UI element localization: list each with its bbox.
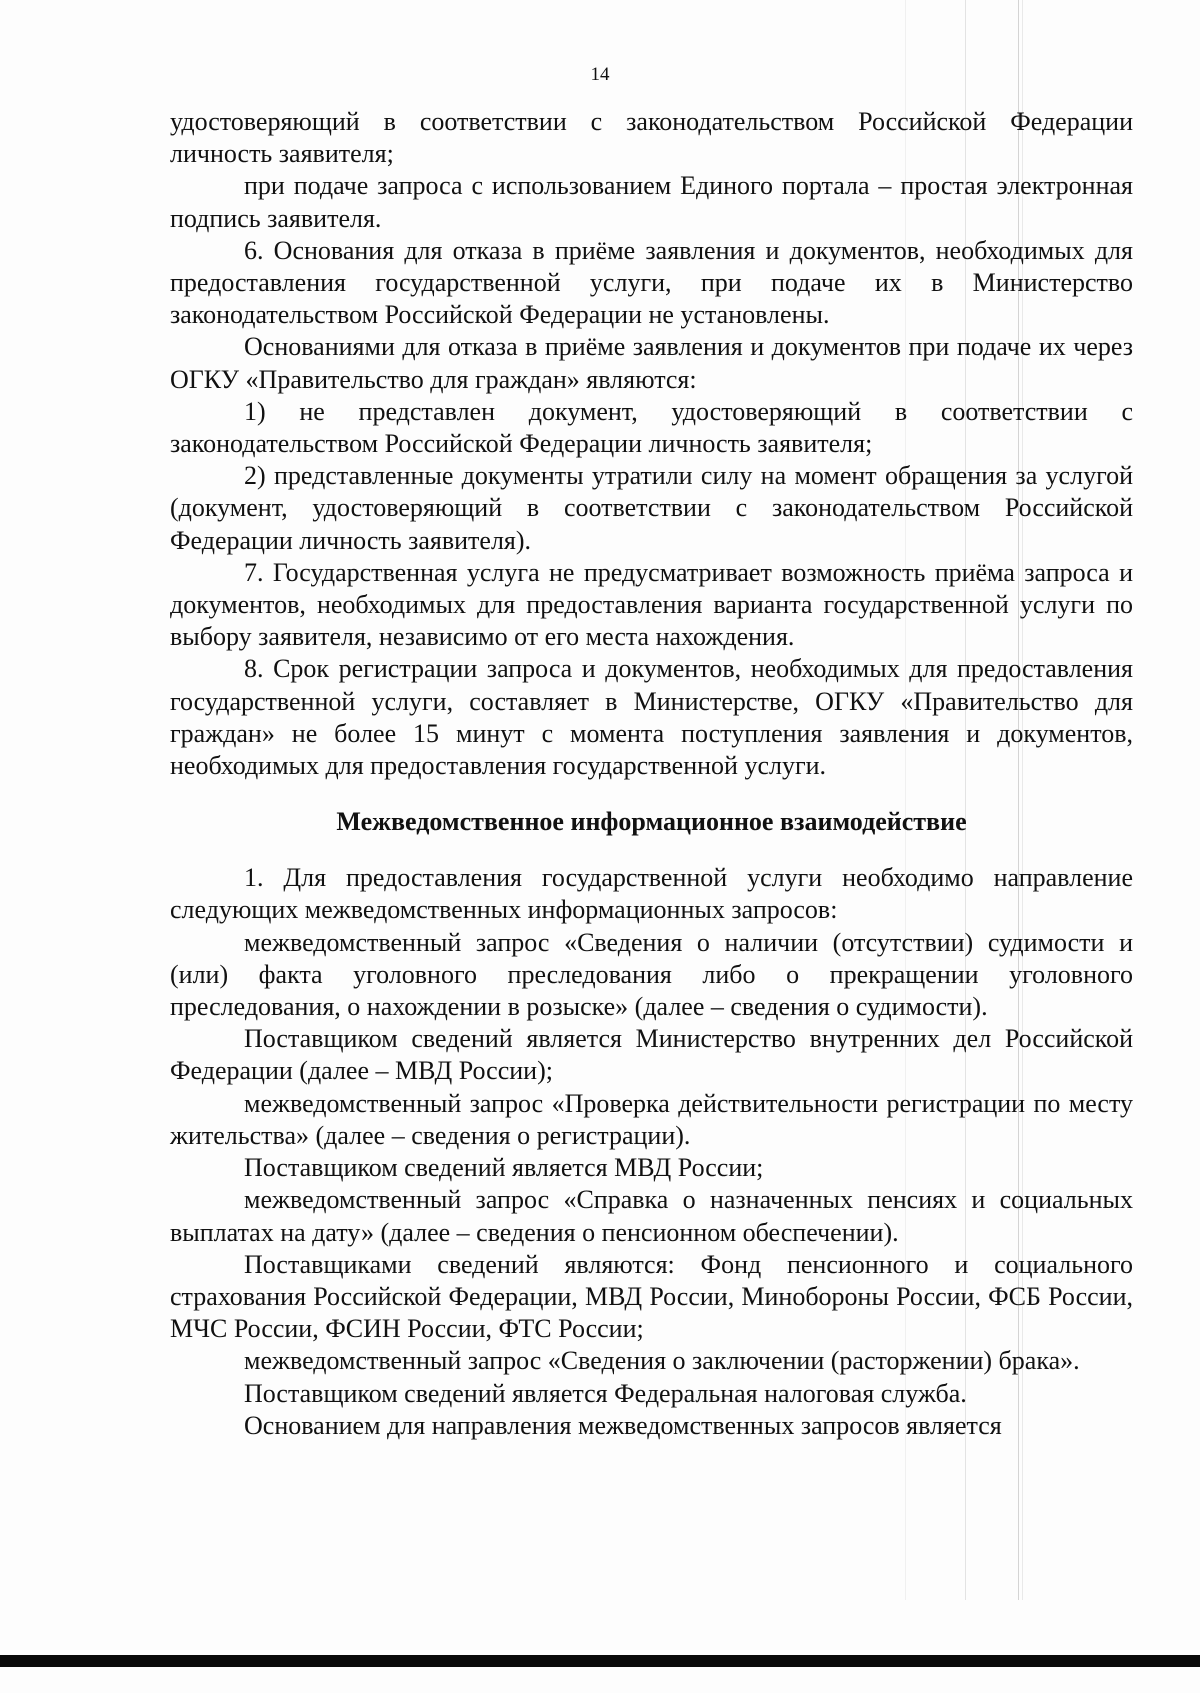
paragraph: Поставщиком сведений является МВД России; (244, 1153, 764, 1183)
paragraph: 6. Основания для отказа в приёме заявления и документов, необходимых для предоставления государственной услуги, при подаче их в Министерство законодательством Российской Федерации не установлены. (170, 235, 1133, 330)
paragraph: межведомственный запрос «Проверка действительности регистрации по месту жительства» (далее – сведения о регистрации). (170, 1088, 1133, 1150)
paragraph: 2) представленные документы утратили силу на момент обращения за услугой (документ, удостоверяющий в соответствии с законодательством Российской Федерации личность заявителя). (170, 461, 1133, 555)
page-number: 14 (590, 64, 610, 85)
paragraph: Поставщиком сведений является Федеральная налоговая служба. (244, 1378, 967, 1408)
paragraph: 1. Для предоставления государственной услуги необходимо направление следующих межведомственных информационных запросов: (170, 863, 1133, 925)
paragraph: межведомственный запрос «Сведения о заключении (расторжении) брака». (244, 1346, 1080, 1376)
section-heading: Межведомственное информационное взаимодействие (336, 807, 967, 837)
paragraph: Основаниями для отказа в приёме заявления и документов при подаче их через ОГКУ «Правительство для граждан» являются: (170, 332, 1133, 394)
paragraph: 1) не представлен документ, удостоверяющий в соответствии с законодательством Российской Федерации личность заявителя; (170, 396, 1133, 459)
paragraph: при подаче запроса с использованием Единого портала – простая электронная подпись заявителя. (170, 171, 1133, 233)
paragraph: Основанием для направления межведомственных запросов является (244, 1410, 1002, 1440)
paragraph: удостоверяющий в соответствии с законодательством Российской Федерации личность заявителя; (170, 107, 1133, 169)
paragraph: 7. Государственная услуга не предусматривает возможность приёма запроса и документов, необходимых для предоставления варианта государственной услуги по выбору заявителя, независимо от его места нахождения. (170, 557, 1133, 652)
paragraph: Поставщиком сведений является Министерство внутренних дел Российской Федерации (далее – МВД России); (170, 1024, 1133, 1086)
paragraph: 8. Срок регистрации запроса и документов, необходимых для предоставления государственной услуги, составляет в Министерстве, ОГКУ «Правительство для граждан» не более 15 минут с момента поступления заявления и документов, необходимых для предоставления государственной услуги. (170, 654, 1133, 781)
paragraph: межведомственный запрос «Справка о назначенных пенсиях и социальных выплатах на дату» (далее – сведения о пенсионном обеспечении). (170, 1185, 1133, 1247)
paragraph: межведомственный запрос «Сведения о наличии (отсутствии) судимости и (или) факта уголовного преследования либо о прекращении уголовного преследования, о нахождении в розыске» (далее – сведения о судимости). (170, 927, 1133, 1022)
paragraph: Поставщиками сведений являются: Фонд пенсионного и социального страхования Российской Федерации, МВД России, Минобороны России, ФСБ России, МЧС России, ФСИН России, ФТС России; (170, 1249, 1133, 1344)
scan-border-bar (0, 1655, 1200, 1667)
document-body (170, 106, 1133, 1442)
